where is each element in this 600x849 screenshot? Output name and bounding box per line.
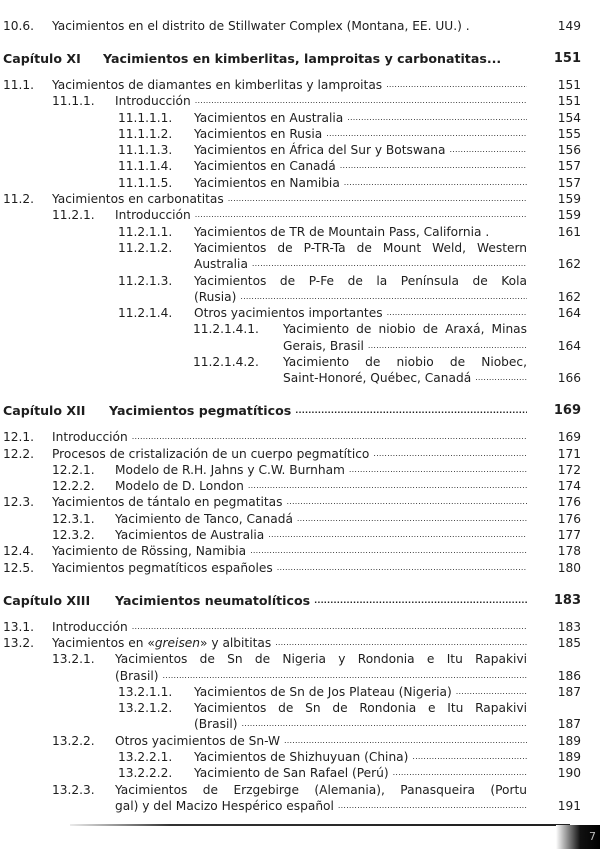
entry-number: 11.2.1.4.1. (193, 322, 259, 337)
entry-number: 12.2. (3, 446, 35, 461)
toc-entry[interactable] (0, 527, 600, 543)
entry-title (52, 18, 527, 34)
page-number-link[interactable]: 178 (557, 544, 581, 559)
entry-title-text: Yacimiento de Tanco, Canadá (115, 511, 293, 526)
dot-leader (387, 305, 527, 321)
entry-title (115, 478, 527, 494)
toc-entry-continuation (0, 289, 600, 305)
footer-rule (70, 824, 570, 826)
entry-title (115, 651, 527, 667)
dot-leader (132, 619, 527, 635)
chapter-heading[interactable] (0, 593, 600, 609)
page-number-link[interactable]: 186 (557, 668, 581, 683)
page-number-link[interactable]: 156 (557, 143, 581, 158)
dot-leader (344, 175, 527, 191)
entry-number: 13.2.1.2. (118, 701, 173, 716)
entry-title (52, 446, 527, 462)
entry-number: 11.2.1.4. (118, 306, 173, 321)
toc-entry-continuation (0, 668, 600, 684)
entry-number: 11.2.1.1. (118, 224, 173, 239)
entry-number: 11.1.1.1. (118, 110, 173, 125)
dot-leader (475, 370, 527, 386)
entry-title-text: Otros yacimientos de Sn-W (115, 733, 281, 748)
dot-leader (338, 798, 527, 814)
entry-title-text: Yacimiento de Rössing, Namibia (52, 544, 247, 559)
page-number-link[interactable]: 189 (557, 750, 581, 764)
toc-entry[interactable] (0, 273, 600, 289)
toc-entry[interactable] (0, 93, 600, 109)
entry-title-text: Yacimientos en Canadá (194, 159, 336, 174)
toc-entry-continuation (0, 798, 600, 814)
page-number: 7 (589, 830, 596, 843)
entry-title-text: Yacimientos en kimberlitas, lamproitas y carbonatitas... (103, 50, 502, 66)
entry-title (194, 158, 527, 174)
page-number-link[interactable]: 151 (557, 77, 581, 92)
entry-number: 11.2. (3, 192, 35, 207)
entry-number: 12.4. (3, 544, 35, 559)
entry-title-text: Procesos de cristalización de un cuerpo pegmatítico (52, 446, 370, 461)
entry-number: 12.3. (3, 495, 35, 510)
entry-title-text: Gerais, Brasil (283, 338, 364, 353)
toc-entry[interactable] (0, 77, 600, 93)
entry-title (115, 782, 527, 798)
dot-leader (456, 684, 527, 700)
entry-number: 13.2.2.1. (118, 750, 173, 764)
toc-entry[interactable] (0, 700, 600, 716)
entry-title (115, 527, 527, 543)
entry-title-text: Yacimientos de Erzgebirge (Alemania), Panasqueira (Portu (115, 782, 527, 797)
toc-entry[interactable] (0, 191, 600, 207)
entry-title (194, 110, 527, 126)
toc-entry[interactable] (0, 158, 600, 174)
dot-leader (450, 142, 528, 158)
chapter-heading[interactable] (0, 51, 600, 67)
entry-number: 12.3.1. (52, 511, 95, 526)
toc-entry[interactable] (0, 478, 600, 494)
entry-title-text: Yacimientos en Australia (194, 110, 344, 125)
dot-leader (297, 511, 527, 527)
toc-entry[interactable] (0, 462, 600, 478)
page-number-link[interactable]: 191 (557, 798, 581, 813)
toc-entry[interactable] (0, 543, 600, 559)
dot-leader (386, 77, 527, 93)
entry-title (283, 338, 527, 354)
page-number-link[interactable]: 176 (557, 511, 581, 526)
entry-title-text: Yacimientos de Sn de Jos Plateau (Nigeria) (194, 684, 452, 699)
entry-number: 11.1.1.2. (118, 126, 173, 141)
entry-title-text: Yacimientos en África del Sur y Botswana (194, 143, 446, 158)
entry-number: 13.1. (3, 619, 35, 634)
dot-leader (277, 560, 527, 576)
page-number-link[interactable]: 161 (557, 224, 581, 239)
toc-entry[interactable] (0, 560, 600, 576)
page-number-link[interactable]: 151 (553, 50, 581, 66)
dot-leader (252, 256, 527, 272)
entry-number: Capítulo XI (3, 50, 81, 66)
dot-leader (195, 93, 527, 109)
entry-title (115, 798, 527, 814)
entry-number: 12.3.2. (52, 528, 95, 543)
toc-entry[interactable] (0, 511, 600, 527)
dot-leader (412, 749, 527, 765)
entry-title (194, 765, 527, 781)
entry-number: 12.5. (3, 560, 35, 575)
entry-title-text: (Brasil) (115, 668, 159, 683)
toc-entry[interactable] (0, 224, 600, 240)
page-number-link[interactable]: 190 (557, 766, 581, 781)
entry-title-text: Yacimientos de Sn de Nigeria y Rondonia e Itu Rapakivi (115, 652, 527, 667)
entry-title-text: Modelo de D. London (115, 479, 244, 494)
page-number-link[interactable]: 159 (557, 208, 581, 223)
entry-title (283, 370, 527, 386)
entry-title-text: Introducción (52, 430, 128, 445)
page-thumb-tab (556, 825, 600, 849)
page-number-link[interactable]: 189 (557, 733, 581, 748)
page-number-link[interactable]: 171 (557, 446, 581, 461)
page-number-link[interactable]: 174 (557, 479, 581, 494)
entry-title (194, 224, 527, 240)
entry-number: 11.2.1.2. (118, 240, 173, 255)
page-number-link[interactable]: 187 (557, 684, 581, 699)
entry-number: 13.2.2. (52, 733, 95, 748)
entry-title (115, 207, 527, 223)
entry-title (115, 668, 527, 684)
entry-title-text: Yacimientos en Rusia (194, 126, 323, 141)
entry-title (194, 305, 527, 321)
toc-entry[interactable] (0, 619, 600, 635)
toc-entry[interactable] (0, 684, 600, 700)
entry-title-text: Yacimiento de niobio de Niobec, (283, 355, 527, 370)
dot-leader (373, 446, 527, 462)
entry-title-text: Yacimientos pegmatíticos españoles (52, 560, 273, 575)
entry-number: 12.2.1. (52, 462, 95, 477)
toc-entry[interactable] (0, 765, 600, 781)
dot-leader (240, 289, 527, 305)
entry-title-text: Yacimientos de Sn de Rondonia e Itu Rapakivi (194, 701, 527, 716)
dot-leader (241, 716, 527, 732)
entry-title-text: Yacimientos en Namibia (194, 175, 340, 190)
entry-title (52, 560, 527, 576)
entry-title-text: Yacimientos en carbonatitas (52, 192, 224, 207)
entry-title (52, 429, 527, 445)
dot-leader (162, 668, 527, 684)
dot-leader (314, 593, 527, 609)
entry-number: 13.2.1. (52, 652, 95, 667)
toc-entry[interactable] (0, 18, 600, 34)
entry-title (115, 93, 527, 109)
dot-leader (275, 635, 527, 651)
toc-entry[interactable] (0, 651, 600, 667)
toc-entry[interactable] (0, 207, 600, 223)
entry-title-text: Yacimientos pegmatíticos (109, 403, 292, 419)
page-number-link[interactable]: 162 (557, 257, 581, 272)
page-number-link[interactable]: 183 (553, 592, 581, 608)
entry-title (52, 77, 527, 93)
entry-title (52, 619, 527, 635)
entry-title-text: Yacimientos neumatolíticos (115, 592, 311, 608)
toc-entry[interactable] (0, 354, 600, 370)
toc-entry[interactable] (0, 240, 600, 256)
entry-title-text: (Brasil) (194, 717, 238, 732)
entry-title-text: Saint-Honoré, Québec, Canadá (283, 371, 472, 386)
chapter-heading[interactable] (0, 403, 600, 419)
toc-entry[interactable] (0, 782, 600, 798)
page-number-link[interactable]: 187 (557, 717, 581, 732)
page-number-link[interactable]: 185 (557, 635, 581, 650)
italic-term: greisen (154, 635, 201, 650)
entry-title-text: Yacimientos de diamantes en kimberlitas y lamproitas (52, 77, 383, 92)
toc-entry[interactable] (0, 494, 600, 510)
entry-title (194, 289, 527, 305)
entry-number: 13.2.1.1. (118, 684, 173, 699)
page-number-link[interactable]: 154 (557, 110, 581, 125)
entry-number: 11.2.1.4.2. (193, 355, 259, 370)
entry-title (194, 256, 527, 272)
entry-title (52, 191, 527, 207)
toc-entry[interactable] (0, 142, 600, 158)
dot-leader (195, 207, 527, 223)
entry-title-text: gal) y del Macizo Hespérico español (115, 798, 334, 813)
page-number-link[interactable]: 169 (553, 403, 581, 419)
entry-title (194, 684, 527, 700)
toc-entry-continuation (0, 256, 600, 272)
entry-title (194, 142, 527, 158)
toc-entry-continuation (0, 370, 600, 386)
entry-title (194, 175, 527, 191)
entry-title-text: Yacimientos de P-Fe de la Península de Kola (194, 273, 527, 288)
entry-title (115, 511, 527, 527)
dot-leader (250, 543, 527, 559)
entry-title (194, 126, 527, 142)
entry-title-text: Yacimientos de TR de Mountain Pass, California . (194, 224, 490, 239)
entry-title (194, 240, 527, 256)
entry-title (115, 733, 527, 749)
toc-entry[interactable] (0, 749, 600, 765)
entry-number: 10.6. (3, 19, 35, 33)
entry-title-text: (Rusia) (194, 289, 237, 304)
entry-title-text: Yacimiento de San Rafael (Perú) (194, 766, 389, 781)
page-number-link[interactable]: 166 (557, 371, 581, 386)
entry-title-text: Introducción (115, 208, 191, 223)
entry-title (283, 321, 527, 337)
toc-entry[interactable] (0, 175, 600, 191)
entry-number: 11.1.1.3. (118, 143, 173, 158)
entry-title (283, 354, 527, 370)
page-number-link[interactable]: 149 (557, 19, 581, 33)
page-number-link[interactable]: 176 (557, 495, 581, 510)
entry-number: 11.1.1. (52, 94, 95, 109)
entry-title (194, 716, 527, 732)
entry-title (194, 749, 527, 765)
toc-entry[interactable] (0, 733, 600, 749)
page-number-link[interactable]: 151 (557, 94, 581, 109)
dot-leader (326, 126, 527, 142)
page-number-link[interactable]: 157 (557, 175, 581, 190)
entry-number: Capítulo XII (3, 403, 86, 419)
entry-title-text (52, 635, 271, 651)
dot-leader (248, 478, 527, 494)
page-number-link[interactable]: 183 (557, 619, 581, 634)
entry-title (109, 403, 527, 419)
toc-entry-continuation (0, 716, 600, 732)
entry-title-text: Yacimientos de tántalo en pegmatitas (52, 495, 283, 510)
entry-title-text: Yacimientos de Shizhuyuan (China) (194, 750, 409, 764)
dot-leader (347, 110, 527, 126)
entry-title-text: Yacimientos de Australia (115, 528, 265, 543)
entry-title-text: Introducción (115, 94, 191, 109)
entry-number: 11.1.1.4. (118, 159, 173, 174)
toc-entry[interactable] (0, 446, 600, 462)
entry-title (52, 635, 527, 651)
toc-entry[interactable] (0, 635, 600, 651)
entry-title-text: Yacimiento de niobio de Araxá, Minas (283, 322, 527, 337)
entry-title (103, 51, 527, 67)
entry-number: 11.2.1. (52, 208, 95, 223)
toc-entry[interactable] (0, 110, 600, 126)
entry-title-text: Australia (194, 257, 248, 272)
entry-number: 11.2.1.3. (118, 273, 173, 288)
toc-entry[interactable] (0, 321, 600, 337)
dot-leader (132, 429, 527, 445)
dot-leader (268, 527, 527, 543)
dot-leader (368, 338, 527, 354)
page-number-link[interactable]: 180 (557, 560, 581, 575)
entry-number: 13.2. (3, 635, 35, 650)
toc-entry[interactable] (0, 126, 600, 142)
entry-number: 13.2.2.2. (118, 766, 173, 781)
page-number-link[interactable]: 164 (557, 338, 581, 353)
entry-title (52, 543, 527, 559)
page-number-link[interactable]: 172 (557, 462, 581, 477)
entry-number: 12.1. (3, 430, 35, 445)
entry-number: 13.2.3. (52, 782, 95, 797)
page-number-link[interactable]: 169 (557, 430, 581, 445)
entry-title (115, 593, 527, 609)
dot-leader (284, 733, 527, 749)
entry-title-text: Introducción (52, 619, 128, 634)
entry-number: 12.2.2. (52, 479, 95, 494)
entry-title (194, 273, 527, 289)
entry-title (194, 700, 527, 716)
title-segment: » y albititas (200, 635, 272, 650)
toc-entry[interactable] (0, 305, 600, 321)
dot-leader (340, 158, 527, 174)
title-segment: Yacimientos en « (52, 635, 155, 650)
entry-title-text: Otros yacimientos importantes (194, 306, 383, 321)
page-number-link[interactable]: 159 (557, 192, 581, 207)
entry-title (52, 494, 527, 510)
dot-leader (393, 765, 527, 781)
page-number-link[interactable]: 155 (557, 126, 581, 141)
entry-number: Capítulo XIII (3, 592, 91, 608)
page-number-link[interactable]: 157 (557, 159, 581, 174)
entry-title-text: Modelo de R.H. Jahns y C.W. Burnham (115, 462, 345, 477)
entry-title-text: Yacimientos en el distrito de Stillwater Complex (Montana, EE. UU.) . (52, 19, 470, 33)
table-of-contents (0, 18, 600, 814)
entry-number: 11.1. (3, 77, 35, 92)
entry-number: 11.1.1.5. (118, 175, 173, 190)
dot-leader (228, 191, 527, 207)
entry-title-text: Yacimientos de P-TR-Ta de Mount Weld, Western (194, 240, 527, 255)
toc-entry[interactable] (0, 429, 600, 445)
dot-leader (349, 462, 527, 478)
page-number-link[interactable]: 164 (557, 306, 581, 321)
page-number-link[interactable]: 177 (557, 528, 581, 543)
entry-title (115, 462, 527, 478)
toc-entry-continuation (0, 338, 600, 354)
dot-leader (295, 403, 527, 419)
dot-leader (286, 494, 527, 510)
page-number-link[interactable]: 162 (557, 289, 581, 304)
